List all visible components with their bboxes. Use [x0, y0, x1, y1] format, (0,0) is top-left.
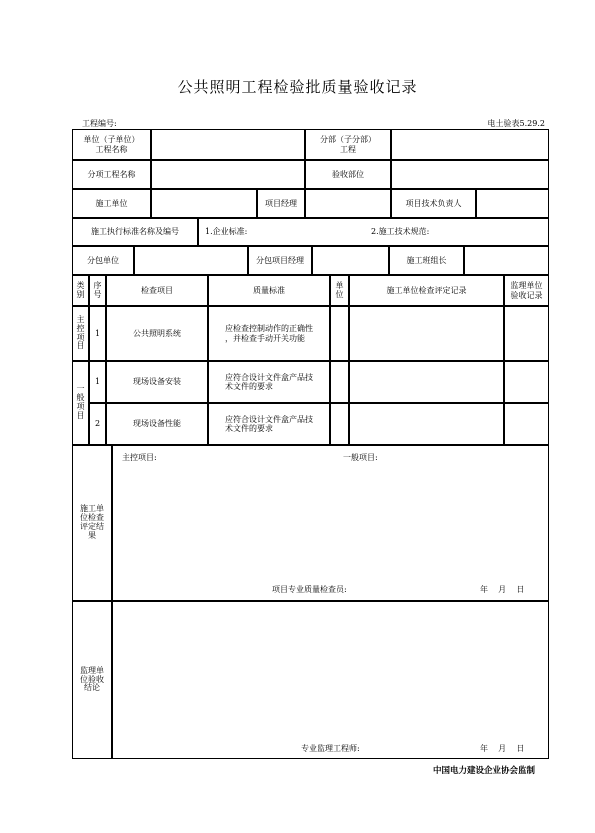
contractor-date: 年 月 日 [480, 585, 525, 594]
team-leader-label: 施工班组长 [389, 246, 464, 275]
col-category: 类 别 [72, 275, 89, 306]
row-quality-standard: 应检查控制动作的正确性 ，并检查手动开关功能 [208, 306, 330, 361]
acceptance-part-field[interactable] [391, 160, 549, 189]
row-supervisor-record-field[interactable] [504, 403, 549, 445]
row-unit-field[interactable] [330, 403, 349, 445]
standard-field[interactable] [198, 218, 549, 246]
col-seq: 序 号 [89, 275, 106, 306]
quality-inspector-label: 项目专业质量检查员: [272, 585, 347, 594]
subpart-label: 分部（子分部） 工程 [305, 129, 391, 160]
contractor-result-label: 施工单 位检查 评定结 果 [72, 445, 112, 601]
acceptance-part-label: 验收部位 [305, 160, 391, 189]
row-contractor-record-field[interactable] [349, 361, 504, 403]
row-quality-standard: 应符合设计文件盒产品技 术文件的要求 [208, 403, 330, 445]
subcontract-manager-label: 分包项目经理 [248, 246, 312, 275]
row-contractor-record-field[interactable] [349, 403, 504, 445]
row-contractor-record-field[interactable] [349, 306, 504, 361]
unit-project-name-label: 单位（子单位） 工程名称 [72, 129, 151, 160]
subitem-name-field[interactable] [151, 160, 305, 189]
supervisor-conclusion-area[interactable] [112, 601, 549, 759]
row-check-item: 公共照明系统 [106, 306, 208, 361]
unit-project-name-field[interactable] [151, 129, 305, 160]
supervising-engineer-label: 专业监理工程师: [301, 744, 360, 753]
row-quality-standard: 应符合设计文件盒产品技 术文件的要求 [208, 361, 330, 403]
category-general: 一 般 项 目 [72, 361, 89, 445]
tech-lead-field[interactable] [476, 189, 549, 218]
team-leader-field[interactable] [464, 246, 549, 275]
col-contractor-record: 施工单位检查评定记录 [349, 275, 504, 306]
row-seq: 2 [89, 403, 106, 445]
contractor-result-area[interactable] [112, 445, 549, 601]
row-check-item: 现场设备安装 [106, 361, 208, 403]
supervisor-conclusion-label: 监理单 位验收 结论 [72, 601, 112, 759]
tech-spec-label: 2.施工技术规范: [371, 227, 430, 237]
row-seq: 1 [89, 361, 106, 403]
page-title: 公共照明工程检验批质量验收记录 [177, 78, 418, 96]
footer-issuer: 中国电力建设企业协会监制 [432, 766, 535, 776]
col-unit: 单 位 [330, 275, 349, 306]
enterprise-standard-label: 1.企业标准: [205, 227, 248, 237]
subcontract-unit-label: 分包单位 [72, 246, 134, 275]
subpart-field[interactable] [391, 129, 549, 160]
construction-unit-label: 施工单位 [72, 189, 151, 218]
category-main-control: 主 控 项 目 [72, 306, 89, 361]
tech-lead-label: 项目技术负责人 [391, 189, 476, 218]
standard-label: 施工执行标准名称及编号 [72, 218, 198, 246]
row-check-item: 现场设备性能 [106, 403, 208, 445]
col-check-item: 检查项目 [106, 275, 208, 306]
row-seq: 1 [89, 306, 106, 361]
main-items-label: 主控项目: [122, 453, 157, 462]
project-manager-field[interactable] [305, 189, 391, 218]
supervisor-date: 年 月 日 [480, 744, 525, 753]
subcontract-manager-field[interactable] [312, 246, 389, 275]
col-supervisor-record: 监理单位 验收记录 [504, 275, 549, 306]
row-supervisor-record-field[interactable] [504, 306, 549, 361]
subcontract-unit-field[interactable] [134, 246, 248, 275]
row-supervisor-record-field[interactable] [504, 361, 549, 403]
row-unit-field[interactable] [330, 306, 349, 361]
construction-unit-field[interactable] [151, 189, 257, 218]
project-no-label: 工程编号: [82, 119, 117, 128]
general-items-label: 一般项目: [343, 453, 378, 462]
form-number: 电土验表5.29.2 [487, 119, 545, 128]
project-manager-label: 项目经理 [257, 189, 305, 218]
row-unit-field[interactable] [330, 361, 349, 403]
subitem-name-label: 分项工程名称 [72, 160, 151, 189]
col-quality-standard: 质量标准 [208, 275, 330, 306]
